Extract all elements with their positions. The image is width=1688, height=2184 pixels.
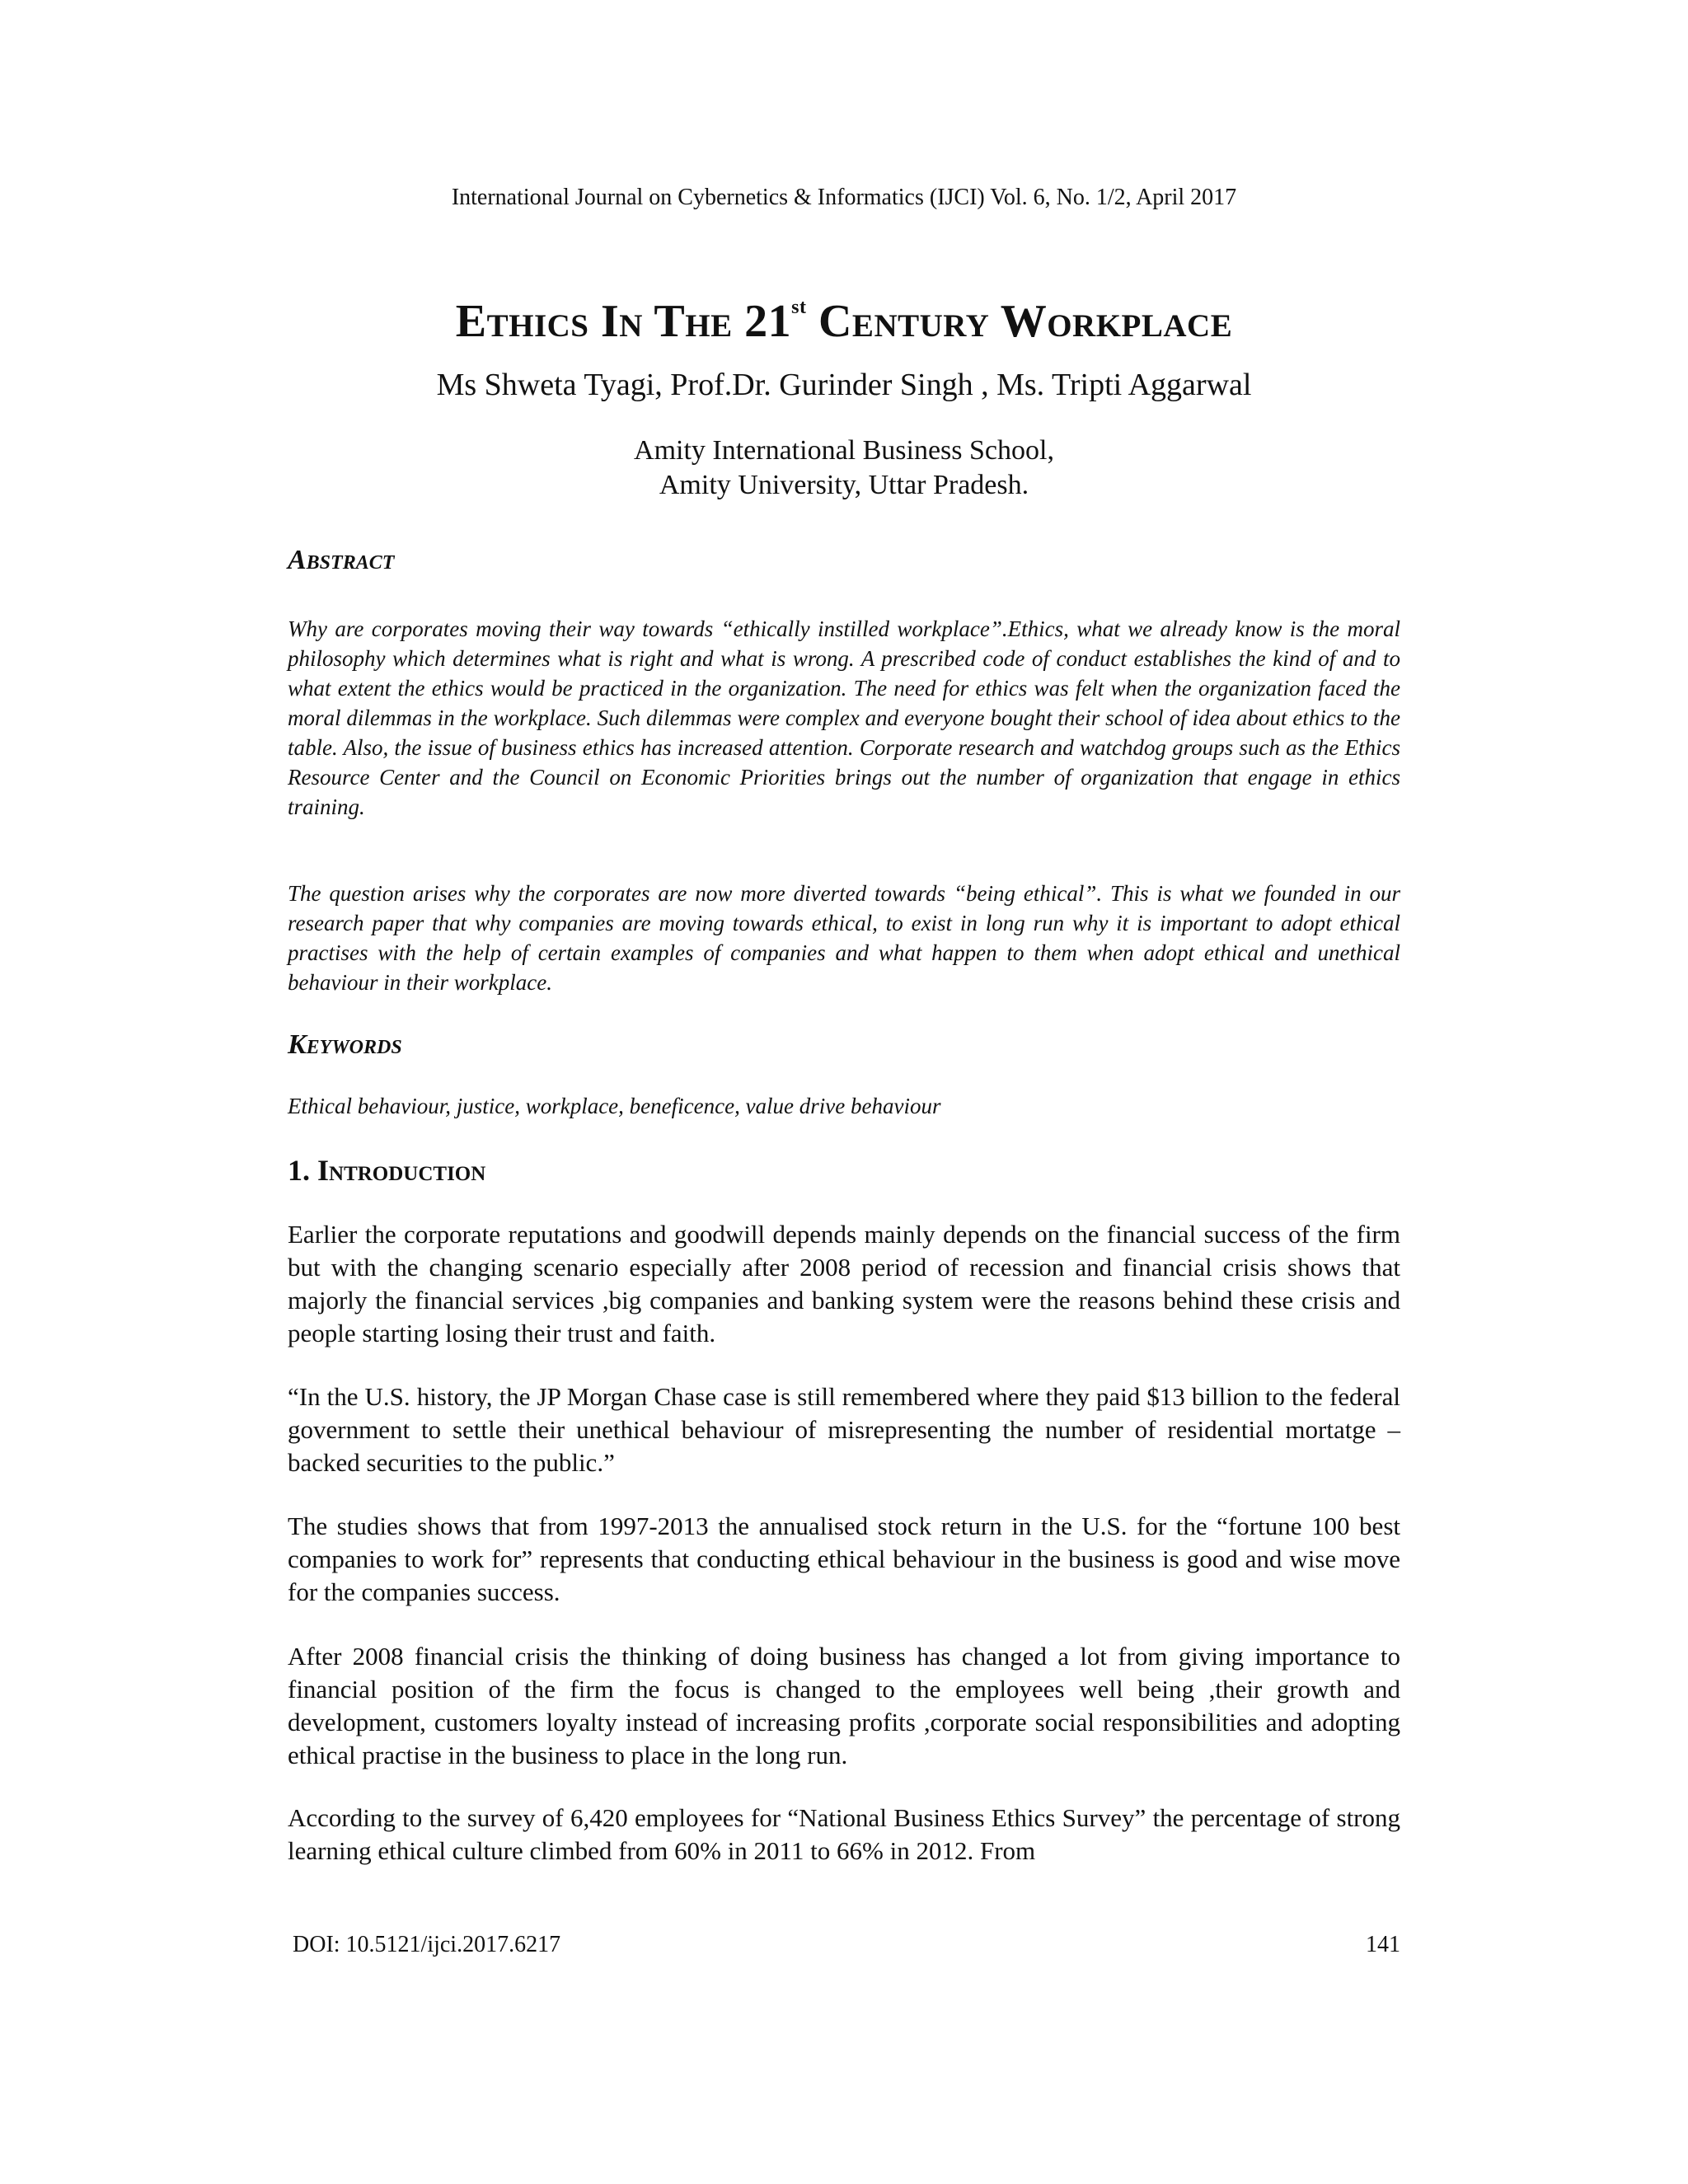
abstract-paragraph-2-block xyxy=(288,879,1400,997)
abstract-paragraph-2: The question arises why the corporates are now more diverted towards “being ethical”. This is what we founded in our research paper that why companies are moving towards ethical, to exist in long run why it is important to adopt ethical practises with the help of certain examples of companies and what happen to them when adopt ethical and unethical behaviour in their workplace. xyxy=(288,881,1400,995)
affiliation xyxy=(0,434,1688,503)
intro-paragraph-4-block xyxy=(288,1640,1400,1772)
intro-paragraph-3: The studies shows that from 1997-2013 the annualised stock return in the U.S. for the “fortune 100 best companies to work for” represents that conducting ethical behaviour in the business is good and wise move for the companies success. xyxy=(288,1511,1400,1606)
title-superscript: st xyxy=(791,297,807,318)
intro-paragraph-2: “In the U.S. history, the JP Morgan Chase case is still remembered where they paid $13 billion to the federal government to settle their unethical behaviour of misrepresenting the number of residential mortatge – backed securities to the public.” xyxy=(288,1382,1400,1477)
intro-paragraph-1: Earlier the corporate reputations and goodwill depends mainly depends on the financial success of the firm but with the changing scenario especially after 2008 period of recession and financial crisis shows that majorly the financial services ,big companies and banking system were the reasons behind these crisis and people starting losing their trust and faith. xyxy=(288,1220,1400,1347)
affiliation-line-1: Amity International Business School, xyxy=(634,435,1054,466)
abstract-heading-block xyxy=(288,544,1400,577)
abstract-paragraph-1: Why are corporates moving their way towards “ethically instilled workplace”.Ethics, what we already know is the moral philosophy which determines what is right and what is wrong. A prescribed code of conduct establishes the kind of and to what extent the ethics would be practiced in the organization. The need for ethics was felt when the organization faced the moral dilemmas in the workplace. Such dilemmas were complex and everyone bought their school of idea about ethics to the table. Also, the issue of business ethics has increased attention. Corporate research and watchdog groups such as the Ethics Resource Center and the Council on Economic Priorities brings out the number of organization that engage in ethics training. xyxy=(288,616,1400,819)
doi-footer: DOI: 10.5121/ijci.2017.6217 xyxy=(293,1932,561,1957)
intro-paragraph-5-block xyxy=(288,1802,1400,1868)
introduction-heading: 1. Introduction xyxy=(288,1154,486,1187)
author-list: Ms Shweta Tyagi, Prof.Dr. Gurinder Singh , Ms. Tripti Aggarwal xyxy=(436,368,1252,402)
abstract-paragraph-1-block xyxy=(288,614,1400,822)
journal-running-header: International Journal on Cybernetics & Informatics (IJCI) Vol. 6, No. 1/2, April 2017 xyxy=(451,185,1237,210)
keywords-heading-block xyxy=(288,1029,1400,1062)
paper-title xyxy=(0,279,1688,350)
title-part-2: Century Workplace xyxy=(806,296,1233,347)
abstract-heading: Abstract xyxy=(288,545,395,575)
keywords-text: Ethical behaviour, justice, workplace, beneficence, value drive behaviour xyxy=(288,1094,941,1118)
page-number: 141 xyxy=(1366,1932,1400,1957)
keywords-heading: Keywords xyxy=(288,1029,402,1060)
intro-paragraph-4: After 2008 financial crisis the thinking of doing business has changed a lot from giving importance to financial position of the firm the focus is changed to the employees well being ,their growth and development, customers loyalty instead of increasing profits ,corporate social responsibilities and adopting ethical practise in the business to place in the long run. xyxy=(288,1642,1400,1769)
intro-paragraph-5: According to the survey of 6,420 employees for “National Business Ethics Survey” the percentage of strong learning ethical culture climbed from 60% in 2011 to 66% in 2012. From xyxy=(288,1803,1400,1865)
intro-paragraph-3-block xyxy=(288,1510,1400,1609)
intro-paragraph-1-block xyxy=(288,1218,1400,1350)
keywords-block xyxy=(288,1091,1400,1121)
title-part-1: Ethics In The 21 xyxy=(455,296,792,347)
intro-paragraph-2-block xyxy=(288,1380,1400,1479)
affiliation-line-2: Amity University, Uttar Pradesh. xyxy=(659,470,1029,500)
introduction-heading-block xyxy=(288,1152,1400,1188)
